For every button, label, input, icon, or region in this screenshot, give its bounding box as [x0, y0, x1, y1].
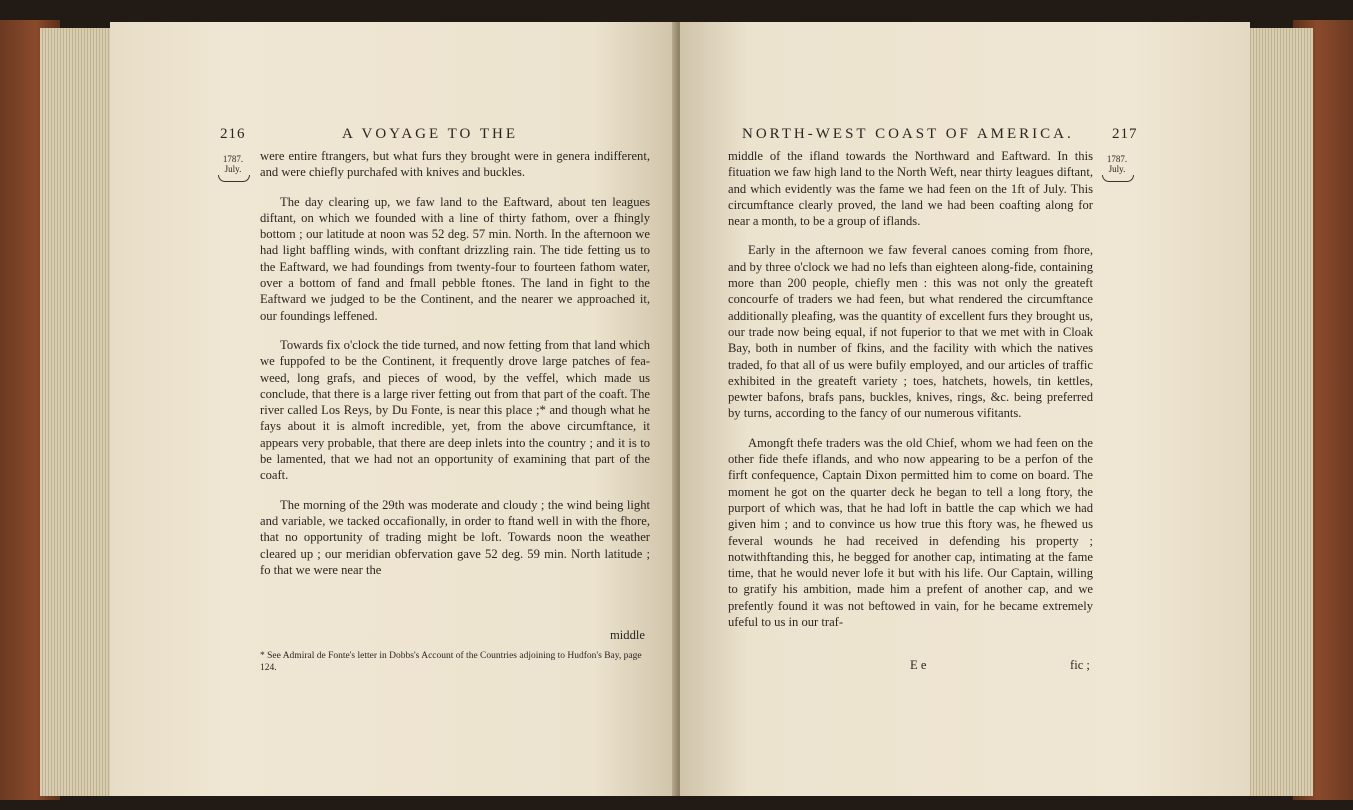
left-paragraph: The morning of the 29th was moderate and cloudy ; the wind being light and variable, we tacked occafionally, in order to ftand well in with the fhore, that no opportunity of trading might be loft. Towards noon the weather cleared up ; our meridian obfervation gave 52 deg. 59 min. North latitude ; fo that we were near the: [260, 497, 650, 577]
page-edges-left: [40, 28, 120, 796]
right-paragraph-opening: middle of the ifland towards the Northward and Eaftward. In this fituation we faw high land to the North Weft, near thirty leagues diftant, and which evidently was the fame we had feen on the 1ft of July. This circumftance clearly proved, the land we had been coafting along for near a month, to be a group of iflands.: [728, 149, 1093, 229]
right-margin-year: 1787.: [1106, 154, 1128, 164]
right-signature-mark: E e: [910, 658, 927, 672]
left-catchword: middle: [610, 628, 645, 642]
left-body-text: [260, 148, 650, 578]
left-running-header: A VOYAGE TO THE: [342, 126, 518, 142]
left-paragraph-opening: were entire ftrangers, but what furs they brought were in genera indifferent, and were chiefly purchafed with knives and buckles.: [260, 149, 650, 180]
left-page-number: 216: [220, 126, 246, 142]
right-catchword: fic ;: [1070, 658, 1090, 672]
left-paragraph: Towards fix o'clock the tide turned, and now fetting from that land which we fuppofed to be the Continent, it frequently drove large patches of fea-weed, long grafs, and pieces of wood, by the veffel, which made us conclude, that there is a large river fetting out from that part of the coaft. The river called Los Reys, by Du Fonte, is near this place ;* and though what he fays about it is almoft incredible, yet, from the above circumftance, it appears very probable, that there are deep inlets into the country ; and it is to be lamented, that we had not an opportunity of examining that part of the coaft.: [260, 337, 650, 483]
right-running-header: NORTH-WEST COAST OF AMERICA.: [742, 126, 1074, 142]
left-margin-year: 1787.: [222, 154, 244, 164]
right-page-number: 217: [1112, 126, 1138, 142]
left-footnote: * See Admiral de Fonte's letter in Dobbs's Account of the Countries adjoining to Hudfon's Bay, page 124.: [260, 651, 642, 673]
left-margin-brace: [218, 175, 250, 182]
left-page: [110, 22, 678, 796]
left-paragraph: The day clearing up, we faw land to the Eaftward, about ten leagues diftant, on which we founded with a line of thirty fathom, over a fhingly bottom ; our latitude at noon was 52 deg. 57 min. North. In the afternoon we had light baffling winds, with conftant drizzling rain. The tide fetting us to the Eaftward, we had foundings from twenty-four to fourteen fathom water, over a bottom of fand and fmall pebble ftones. The land in fight to the Eaftward we judged to be the Continent, and the nearer we approached it, our foundings leffened.: [260, 194, 650, 323]
right-page: [680, 22, 1250, 796]
right-margin-date: [1102, 154, 1132, 174]
right-margin-brace: [1102, 175, 1134, 182]
left-margin-month: July.: [224, 164, 242, 174]
right-margin-month: July.: [1108, 164, 1126, 174]
right-paragraph: Early in the afternoon we faw feveral canoes coming from fhore, and by three o'clock we had no lefs than eighteen along-fide, containing more than 200 people, chiefly men : this was not only the greateft concourfe of traders we had feen, but what rendered the circumftance additionally pleafing, was the quantity of excellent furs they brought us, our trade now being equal, if not fuperior to that we met with in Cloak Bay, both in number of fkins, and the facility with which the natives traded, fo that all of us were bufily employed, and our articles of traffic exhibited in the greateft variety ; toes, hatchets, howels, tin kettles, pewter bafons, brafs pans, buckles, knives, rings, &c. being preferred by turns, according to the fancy of our numerous vifitants.: [728, 243, 1093, 421]
right-body-text: [728, 148, 1093, 630]
left-margin-date: [218, 154, 248, 174]
right-paragraph: Amongft thefe traders was the old Chief, whom we had feen on the other fide thefe iflands, and who now appearing to be a perfon of the firft confequence, Captain Dixon permitted him to come on board. The moment he got on the quarter deck he began to tell a long ftory, the purport of which was, that he had loft in battle the cap which we had given him ; and to convince us how true this ftory was, he fhewed us feveral wounds he had received in defending his property ; notwithftanding this, he begged for another cap, intimating at the fame time, that he would never lofe it but with his life. Our Captain, willing to gratify his ambition, made him a prefent of another cap, and we prefently found it was not beftowed in vain, for he became extremely ufeful to us in our traf-: [728, 435, 1093, 630]
